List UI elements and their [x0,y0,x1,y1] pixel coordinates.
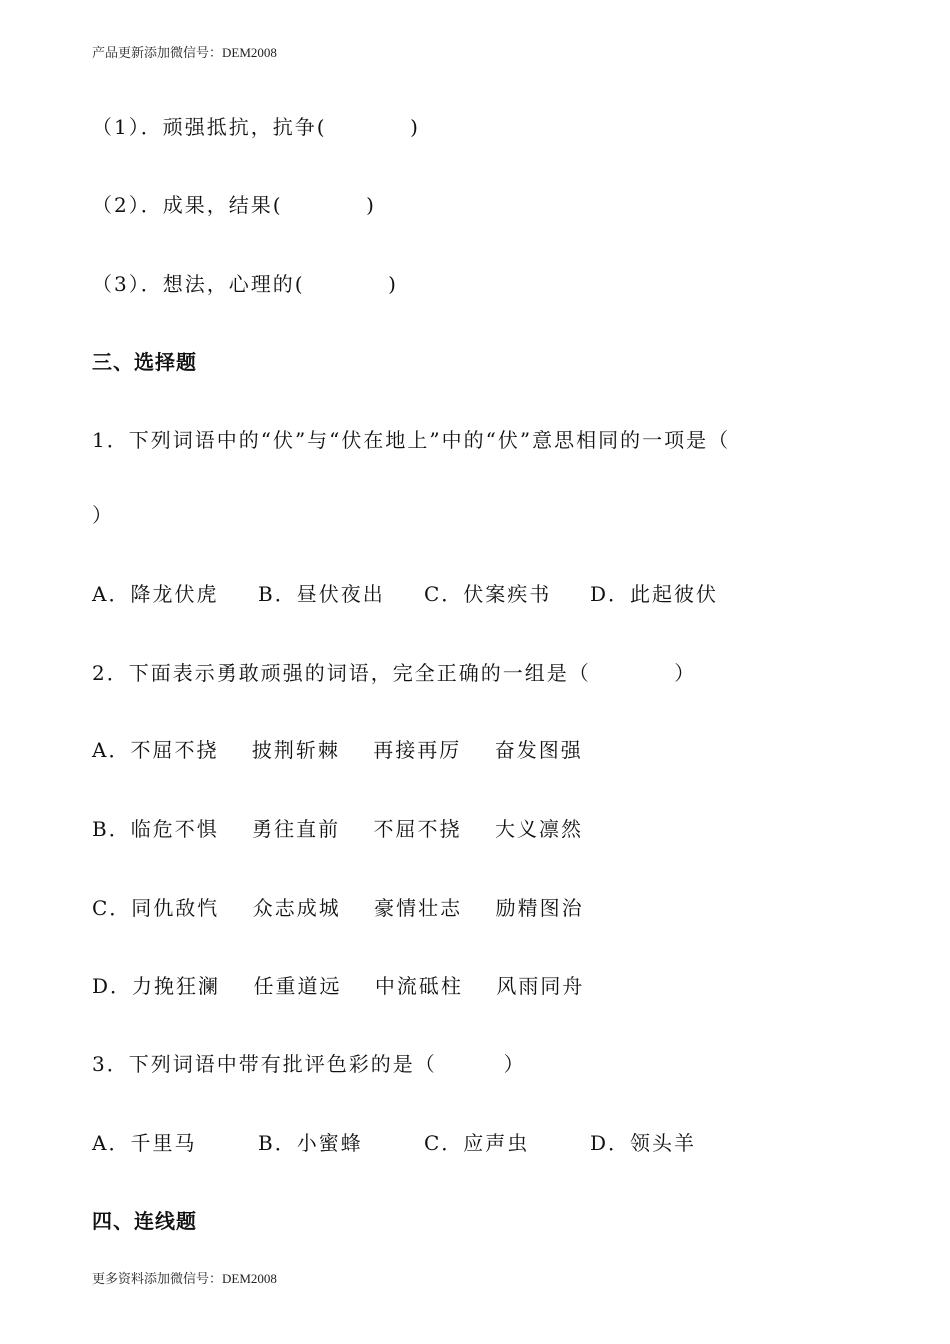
q3-option-d: D．领头羊 [590,1131,697,1155]
q3-option-a: A．千里马 [92,1131,197,1155]
q2-option-a: A．不屈不挠 披荆斩棘 再接再厉 奋发图强 [92,738,583,762]
fill-item-2: （2）．成果，结果( ) [92,193,376,217]
q2-option-b: B．临危不惧 勇往直前 不屈不挠 大义凛然 [92,817,583,841]
section-title-choice: 三、选择题 [92,350,197,374]
q1-option-b: B．昼伏夜出 [258,582,385,606]
q1-option-a: A．降龙伏虎 [92,582,219,606]
page-header: 产品更新添加微信号：DEM2008 [92,45,277,60]
page-footer: 更多资料添加微信号：DEM2008 [92,1271,277,1286]
question-3-options [92,1130,696,1156]
question-3-stem: 3．下列词语中带有批评色彩的是（ ） [92,1052,526,1076]
section-title-matching: 四、连线题 [92,1209,197,1233]
q3-option-b: B．小蜜蜂 [258,1131,363,1155]
question-2-stem: 2．下面表示勇敢顽强的词语，完全正确的一组是（ ） [92,661,697,685]
fill-item-1: （1）．顽强抵抗，抗争( ) [92,115,420,139]
q2-option-d: D．力挽狂澜 任重道远 中流砥柱 风雨同舟 [92,974,585,998]
question-1-stem: 1．下列词语中的“伏”与“伏在地上”中的“伏”意思相同的一项是（ [92,428,731,452]
q1-option-d: D．此起彼伏 [590,582,719,606]
q2-option-c: C．同仇敌忾 众志成城 豪情壮志 励精图治 [92,896,584,920]
fill-item-3: （3）．想法，心理的( ) [92,272,398,296]
question-1-stem-end: ） [92,503,114,527]
question-1-options [92,581,718,607]
q1-option-c: C．伏案疾书 [424,582,552,606]
q3-option-c: C．应声虫 [424,1131,530,1155]
